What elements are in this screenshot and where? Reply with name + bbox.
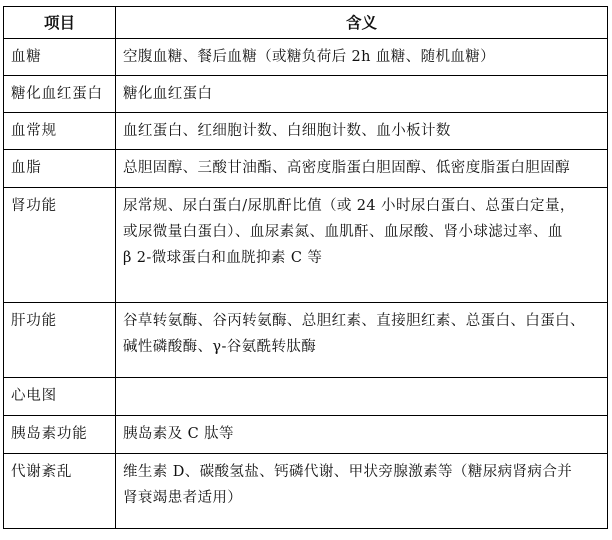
meaning-line: 空腹血糖、餐后血糖（或糖负荷后 2h 血糖、随机血糖） [123, 49, 496, 65]
meaning-line: 血红蛋白、红细胞计数、白细胞计数、血小板计数 [123, 123, 451, 139]
table-row [4, 378, 608, 416]
meaning-line: 尿常规、尿白蛋白/尿肌酐比值（或 24 小时尿白蛋白、总蛋白定量， [123, 198, 575, 214]
item-cell: 血脂 [4, 150, 116, 188]
table-row [4, 188, 608, 303]
table-row [4, 416, 608, 454]
meaning-line: 糖化血红蛋白 [123, 86, 213, 102]
meaning-cell [116, 303, 608, 378]
meaning-cell-empty [116, 378, 608, 416]
table-header-row [4, 7, 608, 39]
table-row [4, 113, 608, 150]
table-row [4, 303, 608, 378]
table-row [4, 150, 608, 188]
item-cell: 糖化血红蛋白 [4, 76, 116, 113]
lab-items-table [3, 6, 608, 529]
meaning-cell [116, 39, 608, 76]
item-cell: 血糖 [4, 39, 116, 76]
table-row [4, 39, 608, 76]
meaning-line: 肾衰竭患者适用） [123, 490, 243, 506]
meaning-cell [116, 416, 608, 454]
meaning-line: 总胆固醇、三酸甘油酯、高密度脂蛋白胆固醇、低密度脂蛋白胆固醇 [123, 160, 570, 176]
meaning-cell [116, 113, 608, 150]
item-cell: 代谢紊乱 [4, 454, 116, 529]
header-meaning: 含义 [116, 7, 608, 39]
item-cell: 胰岛素功能 [4, 416, 116, 454]
item-cell: 肾功能 [4, 188, 116, 303]
meaning-cell [116, 150, 608, 188]
table-row [4, 76, 608, 113]
meaning-cell [116, 454, 608, 529]
item-cell: 肝功能 [4, 303, 116, 378]
meaning-line: 碱性磷酸酶、γ-谷氨酰转肽酶 [123, 339, 317, 355]
meaning-line: 或尿微量白蛋白）、血尿素氮、血肌酐、血尿酸、肾小球滤过率、血 [123, 224, 563, 240]
header-item: 项目 [4, 7, 116, 39]
meaning-line: 维生素 D、碳酸氢盐、钙磷代谢、甲状旁腺激素等（糖尿病肾病合并 [123, 464, 573, 480]
meaning-cell [116, 76, 608, 113]
meaning-line: β 2-微球蛋白和血胱抑素 C 等 [123, 250, 323, 266]
meaning-line: 胰岛素及 C 肽等 [123, 426, 234, 442]
meaning-line: 谷草转氨酶、谷丙转氨酶、总胆红素、直接胆红素、总蛋白、白蛋白、 [123, 313, 585, 329]
meaning-cell [116, 188, 608, 303]
item-cell: 血常规 [4, 113, 116, 150]
table-row [4, 454, 608, 529]
item-cell: 心电图 [4, 378, 116, 416]
